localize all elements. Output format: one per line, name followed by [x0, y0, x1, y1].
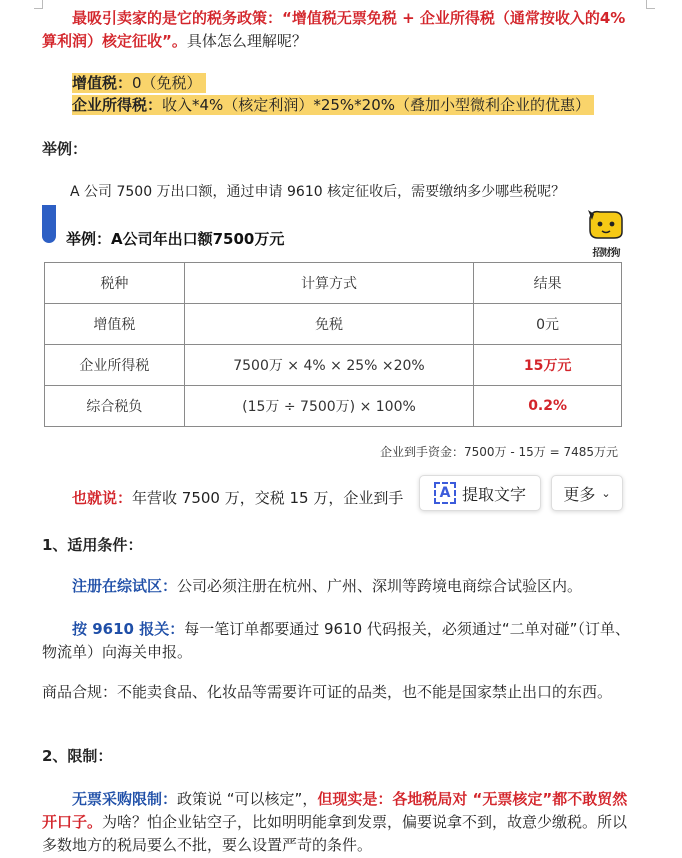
summary-text: 年营收 7500 万，交税 15 万，企业到手	[132, 489, 404, 507]
extract-text-label: 提取文字	[461, 484, 526, 504]
section2-text2: 为啥？怕企业钻空子，比如明明能拿到发票，偏要说拿不到，故意少缴税。所以多数地方的税局要么不批，要么设置严苛的条件。	[42, 813, 628, 854]
section2-title: 2、限制：	[42, 747, 113, 765]
section2-red-text: 但现实是：各地税局对 “无票核定”都不敢贸然开口子。	[42, 790, 628, 831]
item2-text: 每一笔订单都要通过 9610 代码报关，必须通过“二单对碰”（订单、物流单）向海关申报。	[42, 620, 630, 661]
table-row	[45, 304, 622, 345]
more-label: 更多	[563, 484, 596, 504]
header-tax-type: 税种	[45, 263, 185, 304]
vat-line	[72, 72, 206, 95]
summary-label: 也就说：	[72, 489, 133, 507]
header-calc-method: 计算方式	[184, 263, 473, 304]
section2-text1: 政策说 “可以核定”，	[177, 790, 318, 808]
cell-tax-type: 企业所得税	[45, 345, 185, 386]
section1-item2	[42, 618, 632, 664]
cell-calc: (15万 ÷ 7500万) × 100%	[184, 386, 473, 427]
header-result: 结果	[474, 263, 622, 304]
more-button[interactable]	[551, 475, 623, 511]
card-accent-bar	[42, 205, 56, 243]
vat-label: 增值税：	[72, 74, 133, 92]
extract-text-button[interactable]	[419, 475, 541, 511]
intro-paragraph	[42, 7, 632, 53]
item1-label: 注册在综试区：	[72, 577, 178, 595]
example-heading: 举例：	[42, 140, 88, 158]
card-title: 举例：A公司年出口额7500万元	[66, 230, 285, 248]
example-question: A 公司 7500 万出口额，通过申请 9610 核定征收后，需要缴纳多少哪些税呢？	[70, 184, 566, 200]
table-header-row	[45, 263, 622, 304]
cell-result: 0.2%	[474, 386, 622, 427]
section1-title: 1、适用条件：	[42, 536, 143, 554]
cell-calc: 7500万 × 4% × 25% ×20%	[184, 345, 473, 386]
intro-tail: 具体怎么理解呢？	[186, 32, 307, 50]
cit-line	[72, 94, 594, 117]
section1-item1	[72, 575, 632, 598]
intro-red-text: 最吸引卖家的是它的税务政策：“增值税无票免税 + 企业所得税（通常按收入的4%算利润）核定征收”。	[42, 9, 626, 50]
vat-value: 0（免税）	[132, 74, 202, 92]
cit-label: 企业所得税：	[72, 96, 163, 114]
corner-mark-right	[646, 0, 655, 9]
text-recognition-icon: A	[434, 482, 456, 504]
section2-label: 无票采购限制：	[72, 790, 178, 808]
cell-result: 0元	[474, 304, 622, 345]
tax-table	[44, 262, 622, 427]
cell-result: 15万元	[474, 345, 622, 386]
cell-tax-type: 综合税负	[45, 386, 185, 427]
dog-icon	[584, 208, 628, 240]
chevron-down-icon: ⌄	[601, 486, 611, 500]
cit-value: 收入*4%（核定利润）*25%*20%（叠加小型微利企业的优惠）	[162, 96, 590, 114]
cell-tax-type: 增值税	[45, 304, 185, 345]
zhaocaigou-logo	[584, 208, 628, 259]
section1-item3: 商品合规：不能卖食品、化妆品等需要许可证的品类，也不能是国家禁止出口的东西。	[42, 683, 613, 701]
summary-line	[72, 487, 403, 510]
table-row	[45, 386, 622, 427]
logo-text: 招财狗	[592, 248, 620, 259]
card-footer: 企业到手资金：7500万 - 15万 = 7485万元	[380, 445, 618, 459]
item2-label: 按 9610 报关：	[72, 620, 185, 638]
vat-highlight	[72, 73, 206, 93]
item1-text: 公司必须注册在杭州、广州、深圳等跨境电商综合试验区内。	[177, 577, 583, 595]
section2-paragraph	[42, 788, 632, 857]
table-row	[45, 345, 622, 386]
cell-calc: 免税	[184, 304, 473, 345]
cit-highlight	[72, 95, 594, 115]
